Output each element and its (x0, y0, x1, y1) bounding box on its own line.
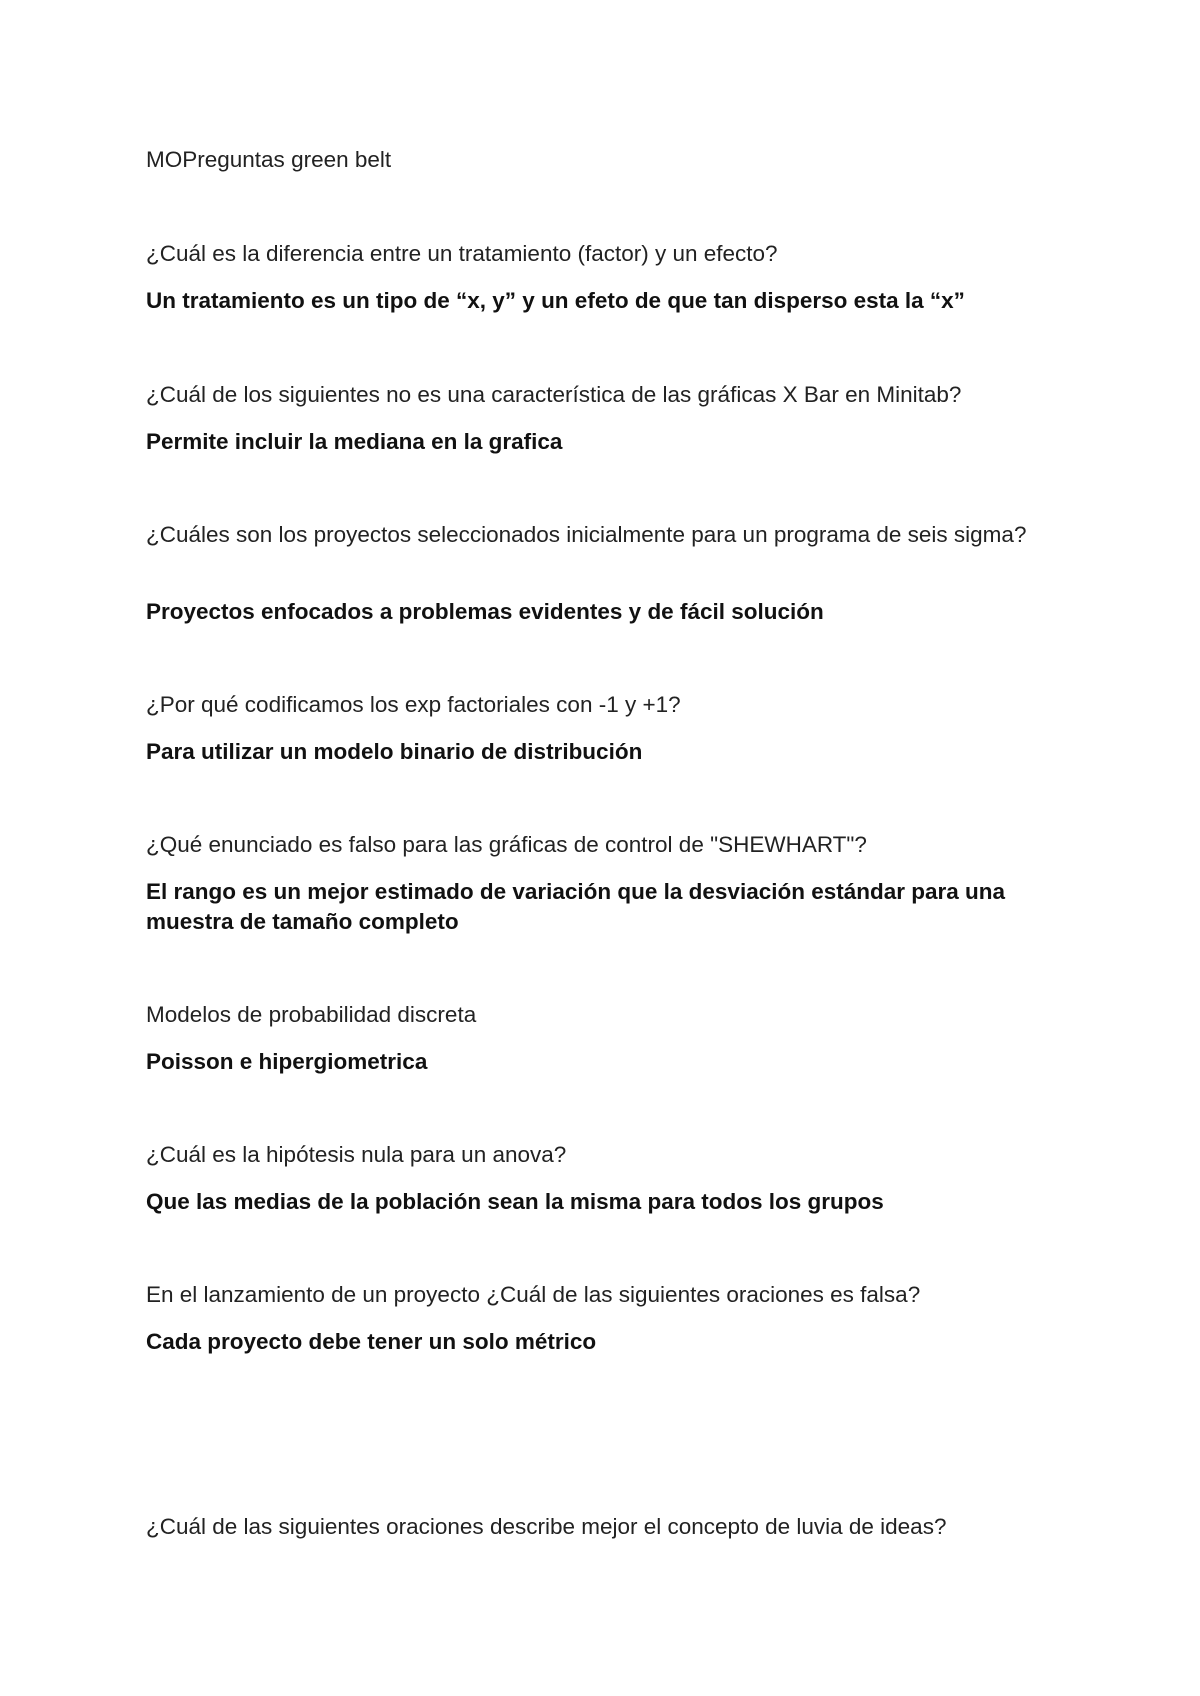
answer-1: Un tratamiento es un tipo de “x, y” y un efeto de que tan disperso esta la “x” (146, 288, 965, 313)
answer-7: Que las medias de la población sean la misma para todos los grupos (146, 1189, 884, 1214)
question-2: ¿Cuál de los siguientes no es una característica de las gráficas X Bar en Minitab? (146, 382, 962, 407)
answer-8: Cada proyecto debe tener un solo métrico (146, 1329, 597, 1354)
question-3: ¿Cuáles son los proyectos seleccionados inicialmente para un programa de seis sigma? (146, 522, 1027, 547)
question-6: Modelos de probabilidad discreta (146, 1002, 477, 1027)
answer-4: Para utilizar un modelo binario de distribución (146, 739, 643, 764)
question-7: ¿Cuál es la hipótesis nula para un anova? (146, 1142, 567, 1167)
question-4: ¿Por qué codificamos los exp factoriales con -1 y +1? (146, 692, 681, 717)
document-title: MOPreguntas green belt (146, 147, 392, 172)
question-8: En el lanzamiento de un proyecto ¿Cuál de las siguientes oraciones es falsa? (146, 1282, 921, 1307)
answer-3: Proyectos enfocados a problemas evidentes y de fácil solución (146, 599, 824, 624)
question-1: ¿Cuál es la diferencia entre un tratamiento (factor) y un efecto? (146, 241, 778, 266)
answer-5: El rango es un mejor estimado de variación que la desviación estándar para una muestra de tamaño completo (146, 879, 1006, 934)
answer-6: Poisson e hipergiometrica (146, 1049, 428, 1074)
question-9: ¿Cuál de las siguientes oraciones describe mejor el concepto de luvia de ideas? (146, 1514, 947, 1539)
question-5: ¿Qué enunciado es falso para las gráficas de control de "SHEWHART"? (146, 832, 867, 857)
answer-2: Permite incluir la mediana en la grafica (146, 429, 563, 454)
